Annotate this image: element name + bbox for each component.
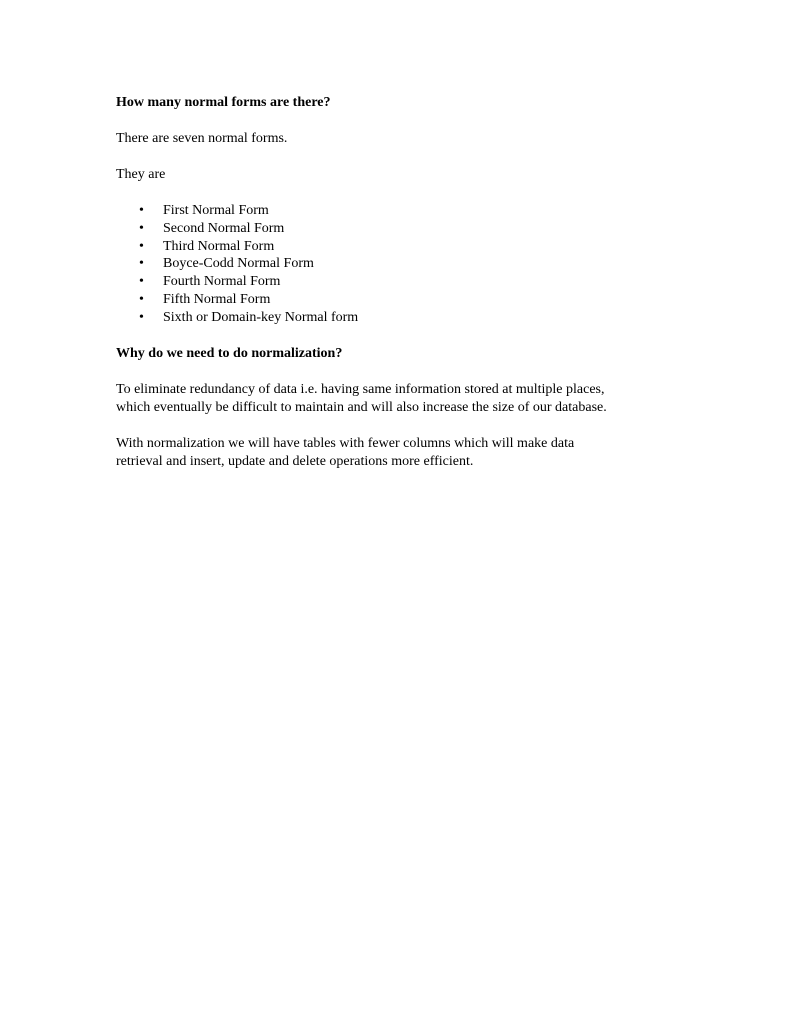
answer-text: There are seven normal forms. (116, 131, 288, 146)
normal-forms-list (116, 202, 676, 327)
paragraph-line: which eventually be difficult to maintain and will also increase the size of our database. (116, 399, 607, 415)
heading-why-normalization: Why do we need to do normalization? (116, 345, 343, 361)
bullet-icon: • (139, 220, 144, 236)
list-item (116, 255, 676, 273)
list-item-label: Fifth Normal Form (163, 291, 271, 307)
bullet-icon: • (139, 309, 144, 325)
document-page (116, 94, 676, 489)
intro-text: They are (116, 167, 166, 182)
list-item (116, 309, 676, 327)
list-item-label: Sixth or Domain-key Normal form (163, 309, 359, 325)
paragraph-line: With normalization we will have tables with fewer columns which will make data (116, 435, 575, 451)
paragraph-line: To eliminate redundancy of data i.e. having same information stored at multiple places, (116, 381, 605, 397)
list-item (116, 291, 676, 309)
list-item (116, 202, 676, 220)
paragraph-redundancy (116, 381, 676, 417)
list-item (116, 220, 676, 238)
list-item-label: Third Normal Form (163, 238, 275, 254)
paragraph-efficiency (116, 435, 676, 471)
bullet-icon: • (139, 256, 144, 272)
bullet-icon: • (139, 203, 144, 218)
paragraph-line: retrieval and insert, update and delete operations more efficient. (116, 453, 474, 469)
list-item-label: Fourth Normal Form (163, 274, 281, 290)
bullet-icon: • (139, 238, 144, 254)
list-item (116, 238, 676, 256)
bullet-icon: • (139, 291, 144, 307)
list-item (116, 273, 676, 291)
bullet-icon: • (139, 274, 144, 290)
list-item-label: Boyce-Codd Normal Form (163, 256, 314, 272)
list-item-label: First Normal Form (163, 203, 269, 218)
heading-normal-forms-count: How many normal forms are there? (116, 95, 331, 110)
list-item-label: Second Normal Form (163, 220, 285, 236)
